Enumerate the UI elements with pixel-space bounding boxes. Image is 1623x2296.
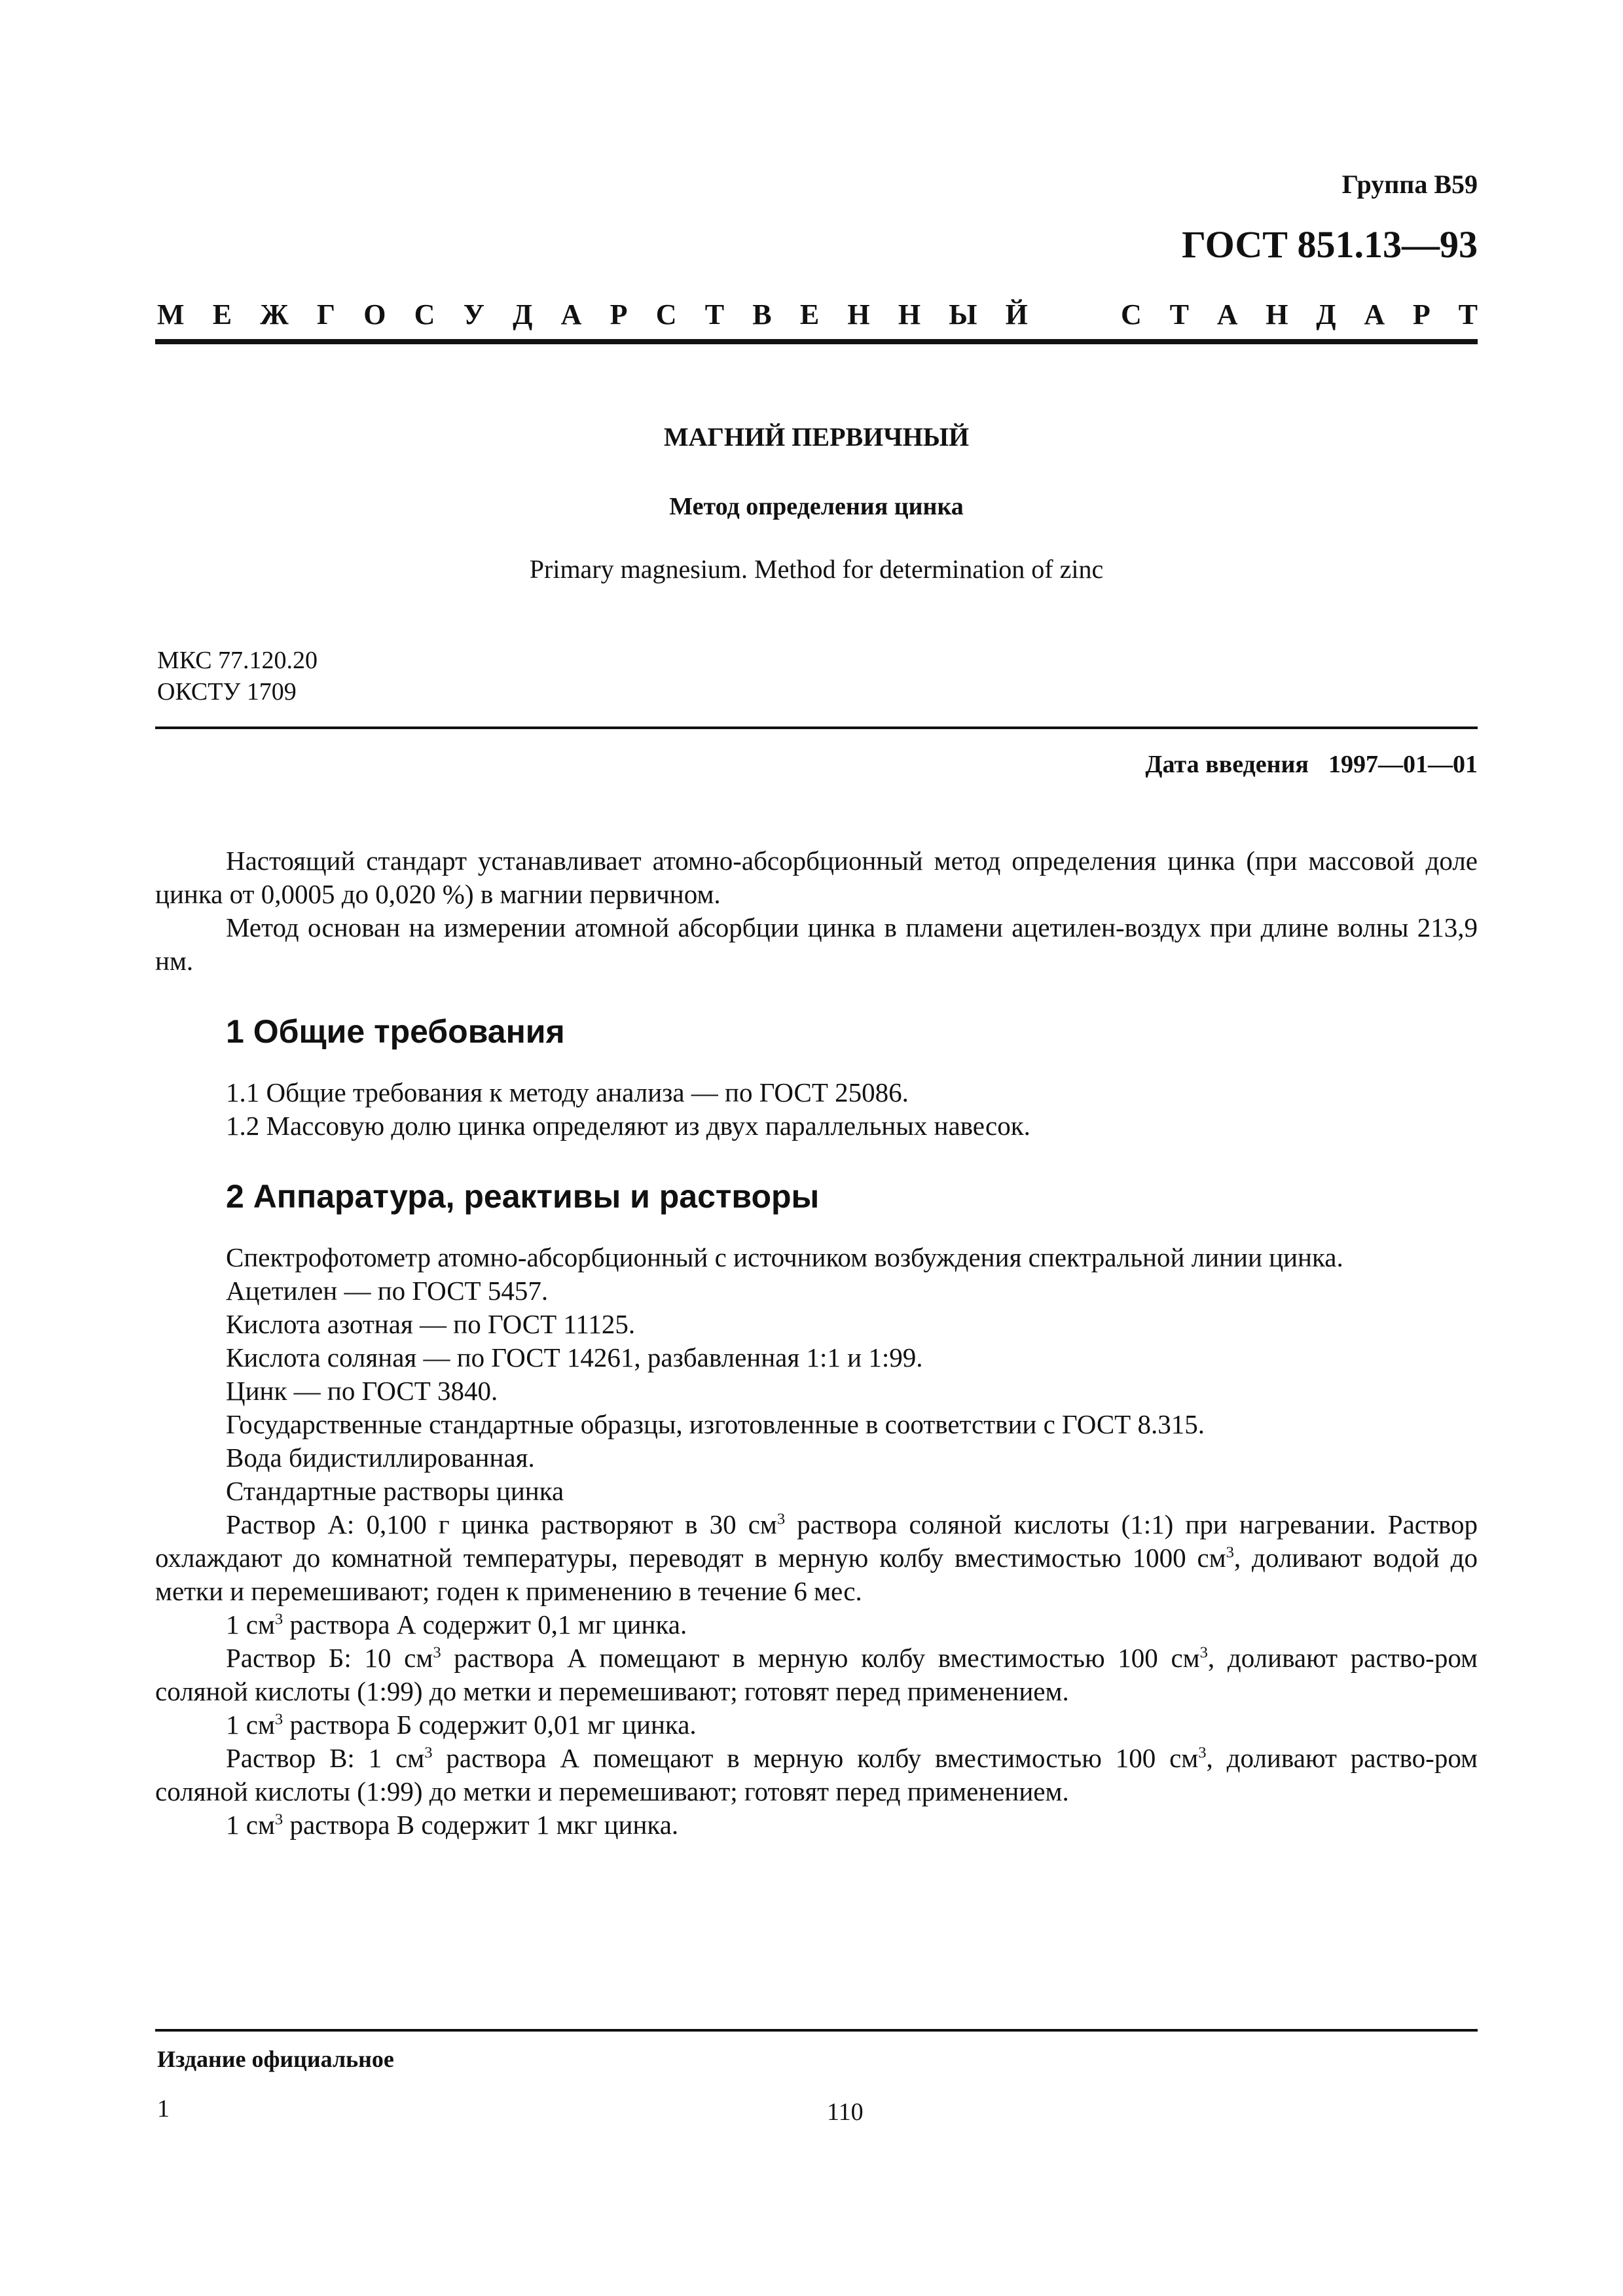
english-title: Primary magnesium. Method for determination of zinc bbox=[529, 554, 1104, 584]
banner-letter: Г bbox=[317, 298, 336, 331]
footer-divider bbox=[155, 2029, 1478, 2032]
banner-letter: Т bbox=[1169, 298, 1189, 331]
intro-paragraph: Настоящий стандарт устанавливает атомно-абсорбционный метод определения цинка (при массовой доле цинка от 0,0005 до 0,020 %) в магнии первичном. bbox=[155, 846, 1478, 909]
banner-letter: Т bbox=[704, 298, 725, 331]
banner-letter: С bbox=[655, 298, 677, 331]
gost-number: ГОСТ 851.13—93 bbox=[1182, 223, 1478, 266]
solution-v-content: 1 $см^3$ раствора В содержит 1 мкг цинка. bbox=[226, 1810, 679, 1840]
solution-v-paragraph: Раствор В: 1 $см^3$ раствора А помещают в мерную колбу вместимостью 100 $см^3$, доливают раство-ром соляной кислоты (1:99) до метки и перемешивают; готовят перед применением. bbox=[155, 1743, 1478, 1806]
banner-letter: Н bbox=[898, 298, 921, 331]
document-title: МАГНИЙ ПЕРВИЧНЫЙ bbox=[663, 422, 970, 452]
section-heading: 2 Аппаратура, реактивы и растворы bbox=[226, 1178, 820, 1215]
equipment-item: Вода бидистиллированная. bbox=[226, 1443, 535, 1473]
solution-b-paragraph: Раствор Б: 10 $см^3$ раствора А помещают в мерную колбу вместимостью 100 $см^3$, доливают раство-ром соляной кислоты (1:99) до метки и перемешивают; готовят перед применением. bbox=[155, 1643, 1478, 1706]
banner-letter: С bbox=[414, 298, 435, 331]
section-heading: 1 Общие требования bbox=[226, 1013, 565, 1050]
equipment-item: Стандартные растворы цинка bbox=[226, 1476, 564, 1506]
document-body bbox=[155, 844, 1478, 1842]
group-code: Группа В59 bbox=[1341, 170, 1478, 199]
banner-letter: Е bbox=[212, 298, 232, 331]
banner-letter: Н bbox=[1266, 298, 1288, 331]
equipment-item: Ацетилен — по ГОСТ 5457. bbox=[226, 1276, 549, 1306]
okstu-code: ОКСТУ 1709 bbox=[157, 678, 297, 706]
banner-word-standard bbox=[1121, 298, 1478, 331]
banner-letter: А bbox=[1364, 298, 1385, 331]
edition-number: 1 bbox=[157, 2095, 170, 2123]
date-value: 1997—01—01 bbox=[1328, 751, 1478, 778]
section-paragraph: 1.2 Массовую долю цинка определяют из двух параллельных навесок. bbox=[226, 1111, 1030, 1141]
banner-letter: У bbox=[463, 298, 484, 331]
equipment-item: Цинк — по ГОСТ 3840. bbox=[226, 1376, 498, 1406]
equipment-item: Кислота соляная — по ГОСТ 14261, разбавленная 1:1 и 1:99. bbox=[226, 1342, 923, 1372]
banner-letter: Й bbox=[1005, 298, 1028, 331]
banner-letter: Т bbox=[1458, 298, 1478, 331]
equipment-item: Спектрофотометр атомно-абсорбционный с источником возбуждения спектральной линии цинка. bbox=[226, 1242, 1343, 1272]
banner-letter: Н bbox=[847, 298, 870, 331]
header-divider bbox=[155, 339, 1478, 344]
classification-codes bbox=[157, 645, 318, 708]
banner-letter: С bbox=[1121, 298, 1142, 331]
mks-code: МКС 77.120.20 bbox=[157, 647, 318, 674]
banner-letter: Е bbox=[799, 298, 820, 331]
banner-letter: Ж bbox=[260, 298, 289, 331]
solution-a-content: 1 $см^3$ раствора А содержит 0,1 мг цинка. bbox=[226, 1609, 687, 1640]
banner-letter: Д bbox=[1316, 298, 1336, 331]
official-edition-label: Издание официальное bbox=[157, 2046, 394, 2072]
solution-a-paragraph: Раствор А: 0,100 г цинка растворяют в 30 $см^3$ раствора соляной кислоты (1:1) при нагревании. Раствор охлаждают до комнатной температуры, переводят в мерную колбу вместимостью 1000 $см^3$, доливают водой до метки и перемешивают; годен к применению в течение 6 мес. bbox=[155, 1509, 1478, 1606]
equipment-item: Государственные стандартные образцы, изготовленные в соответствии с ГОСТ 8.315. bbox=[226, 1409, 1205, 1439]
codes-divider bbox=[155, 726, 1478, 729]
date-label: Дата введения bbox=[1145, 751, 1309, 778]
banner-letter: Ы bbox=[949, 298, 977, 331]
banner-letter: Р bbox=[610, 298, 628, 331]
section-paragraph: 1.1 Общие требования к методу анализа — по ГОСТ 25086. bbox=[226, 1077, 909, 1107]
banner-letter: В bbox=[752, 298, 772, 331]
banner-word-interstate bbox=[157, 298, 1028, 331]
page-number: 110 bbox=[827, 2098, 864, 2126]
banner-letter: О bbox=[363, 298, 386, 331]
solution-b-content: 1 $см^3$ раствора Б содержит 0,01 мг цинка. bbox=[226, 1710, 697, 1740]
banner-letter: М bbox=[157, 298, 185, 331]
document-subtitle: Метод определения цинка bbox=[669, 493, 964, 520]
introduction-date bbox=[1145, 750, 1478, 779]
interstate-standard-banner bbox=[157, 298, 1478, 331]
banner-letter: А bbox=[560, 298, 582, 331]
equipment-item: Кислота азотная — по ГОСТ 11125. bbox=[226, 1309, 636, 1339]
banner-letter: Д bbox=[513, 298, 533, 331]
intro-paragraph: Метод основан на измерении атомной абсорбции цинка в пламени ацетилен-воздух при длине волны 213,9 нм. bbox=[155, 912, 1478, 976]
banner-letter: А bbox=[1216, 298, 1238, 331]
banner-letter: Р bbox=[1412, 298, 1431, 331]
